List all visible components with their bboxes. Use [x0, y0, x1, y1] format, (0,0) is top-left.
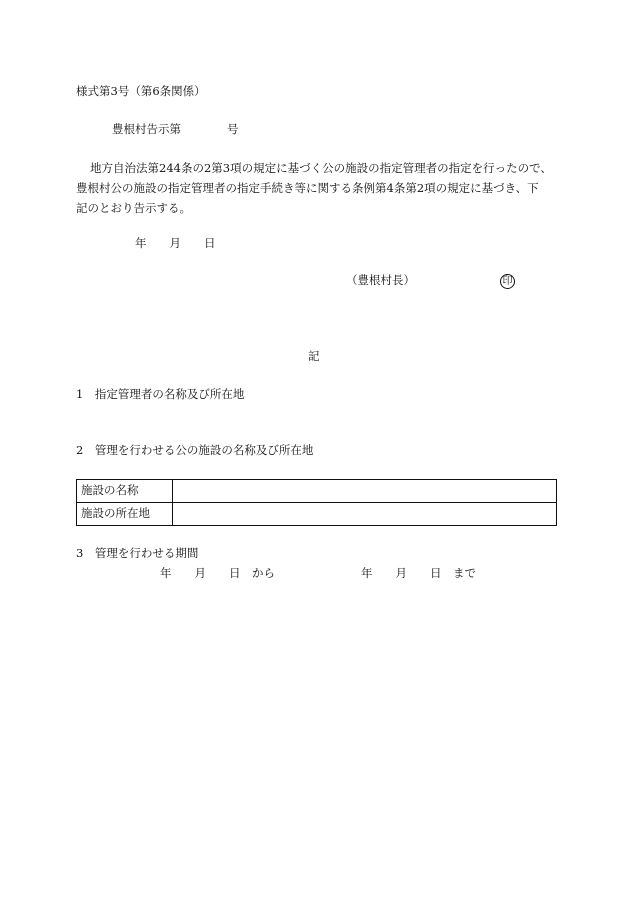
facility-table	[76, 479, 557, 526]
facility-location-label: 施設の所在地	[77, 503, 173, 526]
item-2: 2 管理を行わせる公の施設の名称及び所在地	[76, 443, 314, 457]
facility-name-label: 施設の名称	[77, 480, 173, 503]
period-to: 年 月 日 まで	[361, 566, 476, 580]
item-1: 1 指定管理者の名称及び所在地	[76, 387, 245, 401]
body-line-3: 記のとおり告示する。	[76, 201, 191, 215]
seal-mark	[500, 274, 515, 289]
notice-title: 豊根村告示第 号	[112, 122, 239, 136]
item-3: 3 管理を行わせる期間	[76, 546, 199, 560]
table-row	[77, 503, 557, 526]
facility-location-value	[173, 503, 557, 526]
signer: （豊根村長）	[346, 273, 415, 287]
seal-icon: 印	[500, 274, 515, 289]
facility-name-value	[173, 480, 557, 503]
ki-heading: 記	[308, 349, 320, 363]
body-line-2: 豊根村公の施設の指定管理者の指定手続き等に関する条例第4条第2項の規定に基づき、下	[76, 181, 539, 195]
date-line: 年 月 日	[135, 236, 216, 250]
form-header: 様式第3号（第6条関係）	[76, 84, 206, 98]
table-row	[77, 480, 557, 503]
period-from: 年 月 日 から	[160, 566, 275, 580]
body-line-1: 地方自治法第244条の2第3項の規定に基づく公の施設の指定管理者の指定を行ったので、	[90, 161, 552, 175]
